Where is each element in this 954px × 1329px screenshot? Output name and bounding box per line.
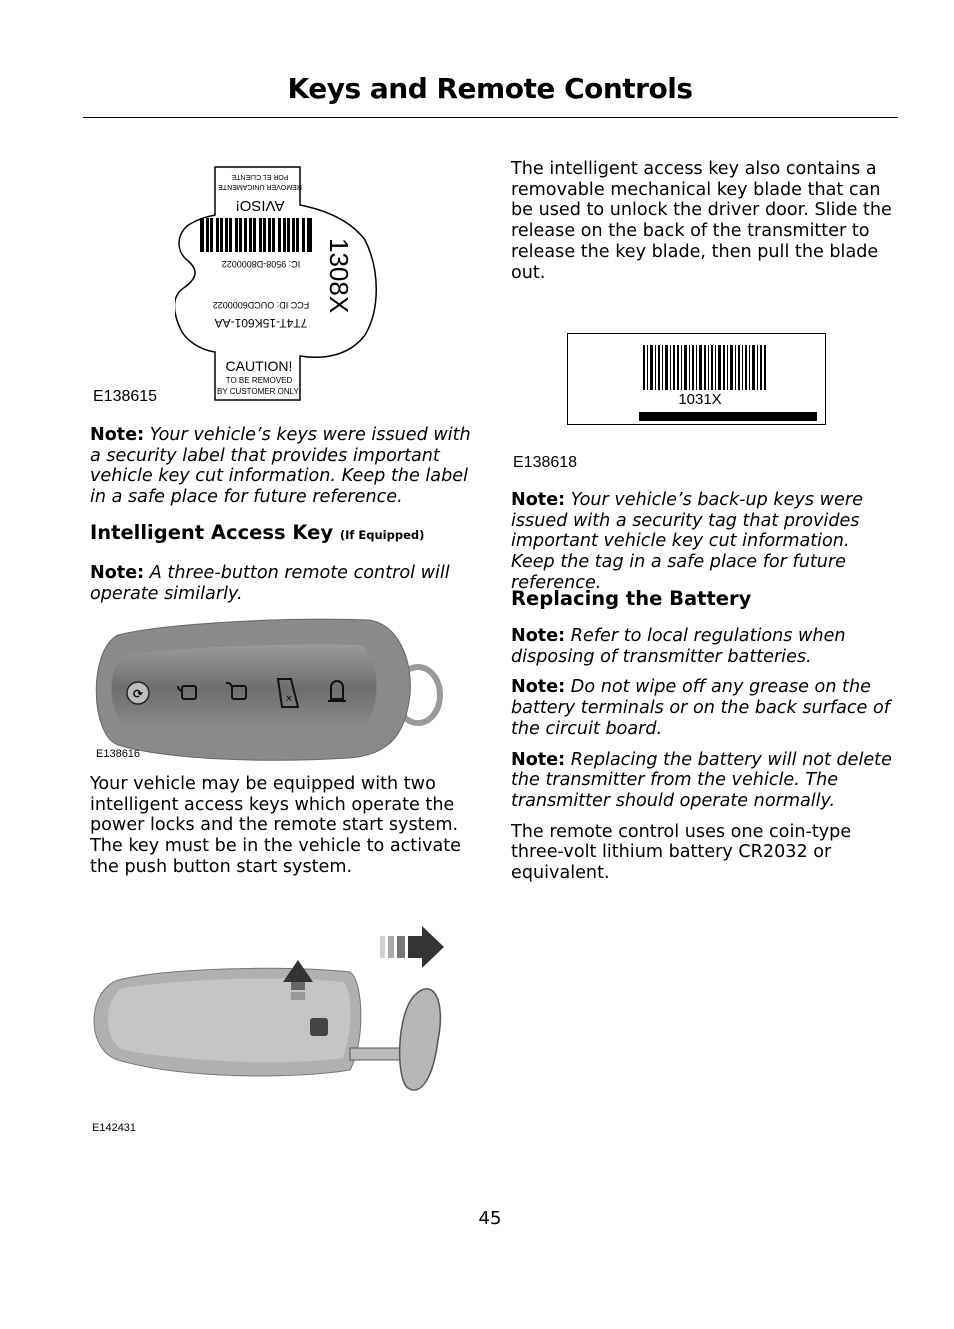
label-barcode [200, 218, 312, 252]
paragraph-key-blade: The intelligent access key also contains a removable mechanical key blade that can be used to unlock the driver door. Slide the release on the back of the transmitter to release the key blade, then pull the blade out. [511, 159, 892, 283]
security-tag-illustration [567, 333, 827, 426]
note-label: Note: [511, 626, 566, 646]
title-divider [83, 117, 898, 118]
note-text: Do not wipe off any grease on the battery terminals or on the back surface of the circuit board. [511, 677, 890, 739]
note-text: Refer to local regulations when disposing of transmitter batteries. [511, 626, 846, 667]
label-caution: CAUTION! [225, 358, 293, 374]
label-ic: IC: 9508-D8000022 [221, 259, 301, 269]
svg-text:⟳: ⟳ [132, 687, 144, 701]
slide-arrow-right [380, 926, 444, 968]
section-heading [90, 521, 475, 547]
tag-code: 1031X [678, 391, 722, 408]
label-code: 1308X [324, 238, 354, 314]
note-grease [511, 677, 896, 739]
section-intelligent-access-key [90, 521, 475, 547]
right-column-note1 [511, 490, 896, 594]
paragraph-battery-type: The remote control uses one coin-type three-volt lithium battery CR2032 or equivalent. [511, 821, 852, 884]
note-label: Note: [90, 425, 145, 445]
note-text: Your vehicle’s keys were issued with a security label that provides important vehicle key cut information. Keep the label in a safe place for future reference. [90, 425, 471, 508]
svg-text:×: × [285, 694, 293, 704]
label-remover: REMOVER UNICAMENTE [218, 183, 302, 190]
page-number: 45 [478, 1208, 502, 1229]
note-label: Note: [511, 749, 566, 770]
left-column-para [90, 774, 475, 878]
security-label-illustration [175, 160, 385, 405]
key-blade-illustration [88, 920, 448, 1110]
note-transmitter [511, 750, 896, 812]
note-security-label [90, 425, 475, 508]
left-column-note2 [90, 563, 475, 604]
label-aviso: AVISO! [235, 197, 285, 214]
right-column-notes [511, 626, 896, 884]
figure-id-label: E138615 [93, 388, 158, 405]
heading-qualifier: (If Equipped) [339, 528, 425, 542]
remote-start-icon [127, 682, 149, 704]
figure-id-blade: E142431 [92, 1122, 137, 1134]
note-label: Note: [511, 490, 566, 510]
note-label: Note: [90, 563, 145, 583]
figure-id-fob: E138616 [96, 748, 141, 760]
key-fob-illustration [88, 615, 448, 765]
page-title: Keys and Remote Controls [287, 72, 693, 105]
mechanical-blade [350, 1048, 405, 1060]
tag-strip [639, 412, 817, 421]
heading-text: Intelligent Access Key [90, 521, 334, 544]
note-text: Replacing the battery will not delete the transmitter from the vehicle. The transmitter should operate normally. [511, 749, 892, 811]
label-part: 7T4T-15K601-AA [214, 316, 308, 330]
section-heading: Replacing the Battery [511, 587, 752, 610]
paragraph-access-keys: Your vehicle may be equipped with two intelligent access keys which operate the power locks and the remote start system. The key must be in the vehicle to activate the push button start system. [90, 774, 461, 877]
label-removed: TO BE REMOVED [225, 376, 293, 385]
left-column-top [90, 425, 475, 508]
note-text: A three-button remote control will operate similarly. [90, 563, 450, 604]
label-fcc: FCC ID: OUCD6000022 [212, 300, 310, 310]
note-regulations [511, 626, 896, 667]
release-button [310, 1018, 328, 1036]
note-text: Your vehicle’s back-up keys were issued with a security tag that provides important vehicle key cut information. Keep the tag in a safe place for future reference. [511, 490, 863, 593]
right-column-para1 [511, 159, 896, 283]
section-replacing-battery [511, 587, 896, 611]
label-customer: BY CUSTOMER ONLY! [216, 387, 302, 396]
label-por: POR EL CLIENTE [231, 173, 289, 180]
figure-id-tag: E138618 [513, 454, 578, 471]
note-three-button [90, 563, 475, 604]
note-security-tag [511, 490, 896, 594]
note-label: Note: [511, 677, 566, 698]
